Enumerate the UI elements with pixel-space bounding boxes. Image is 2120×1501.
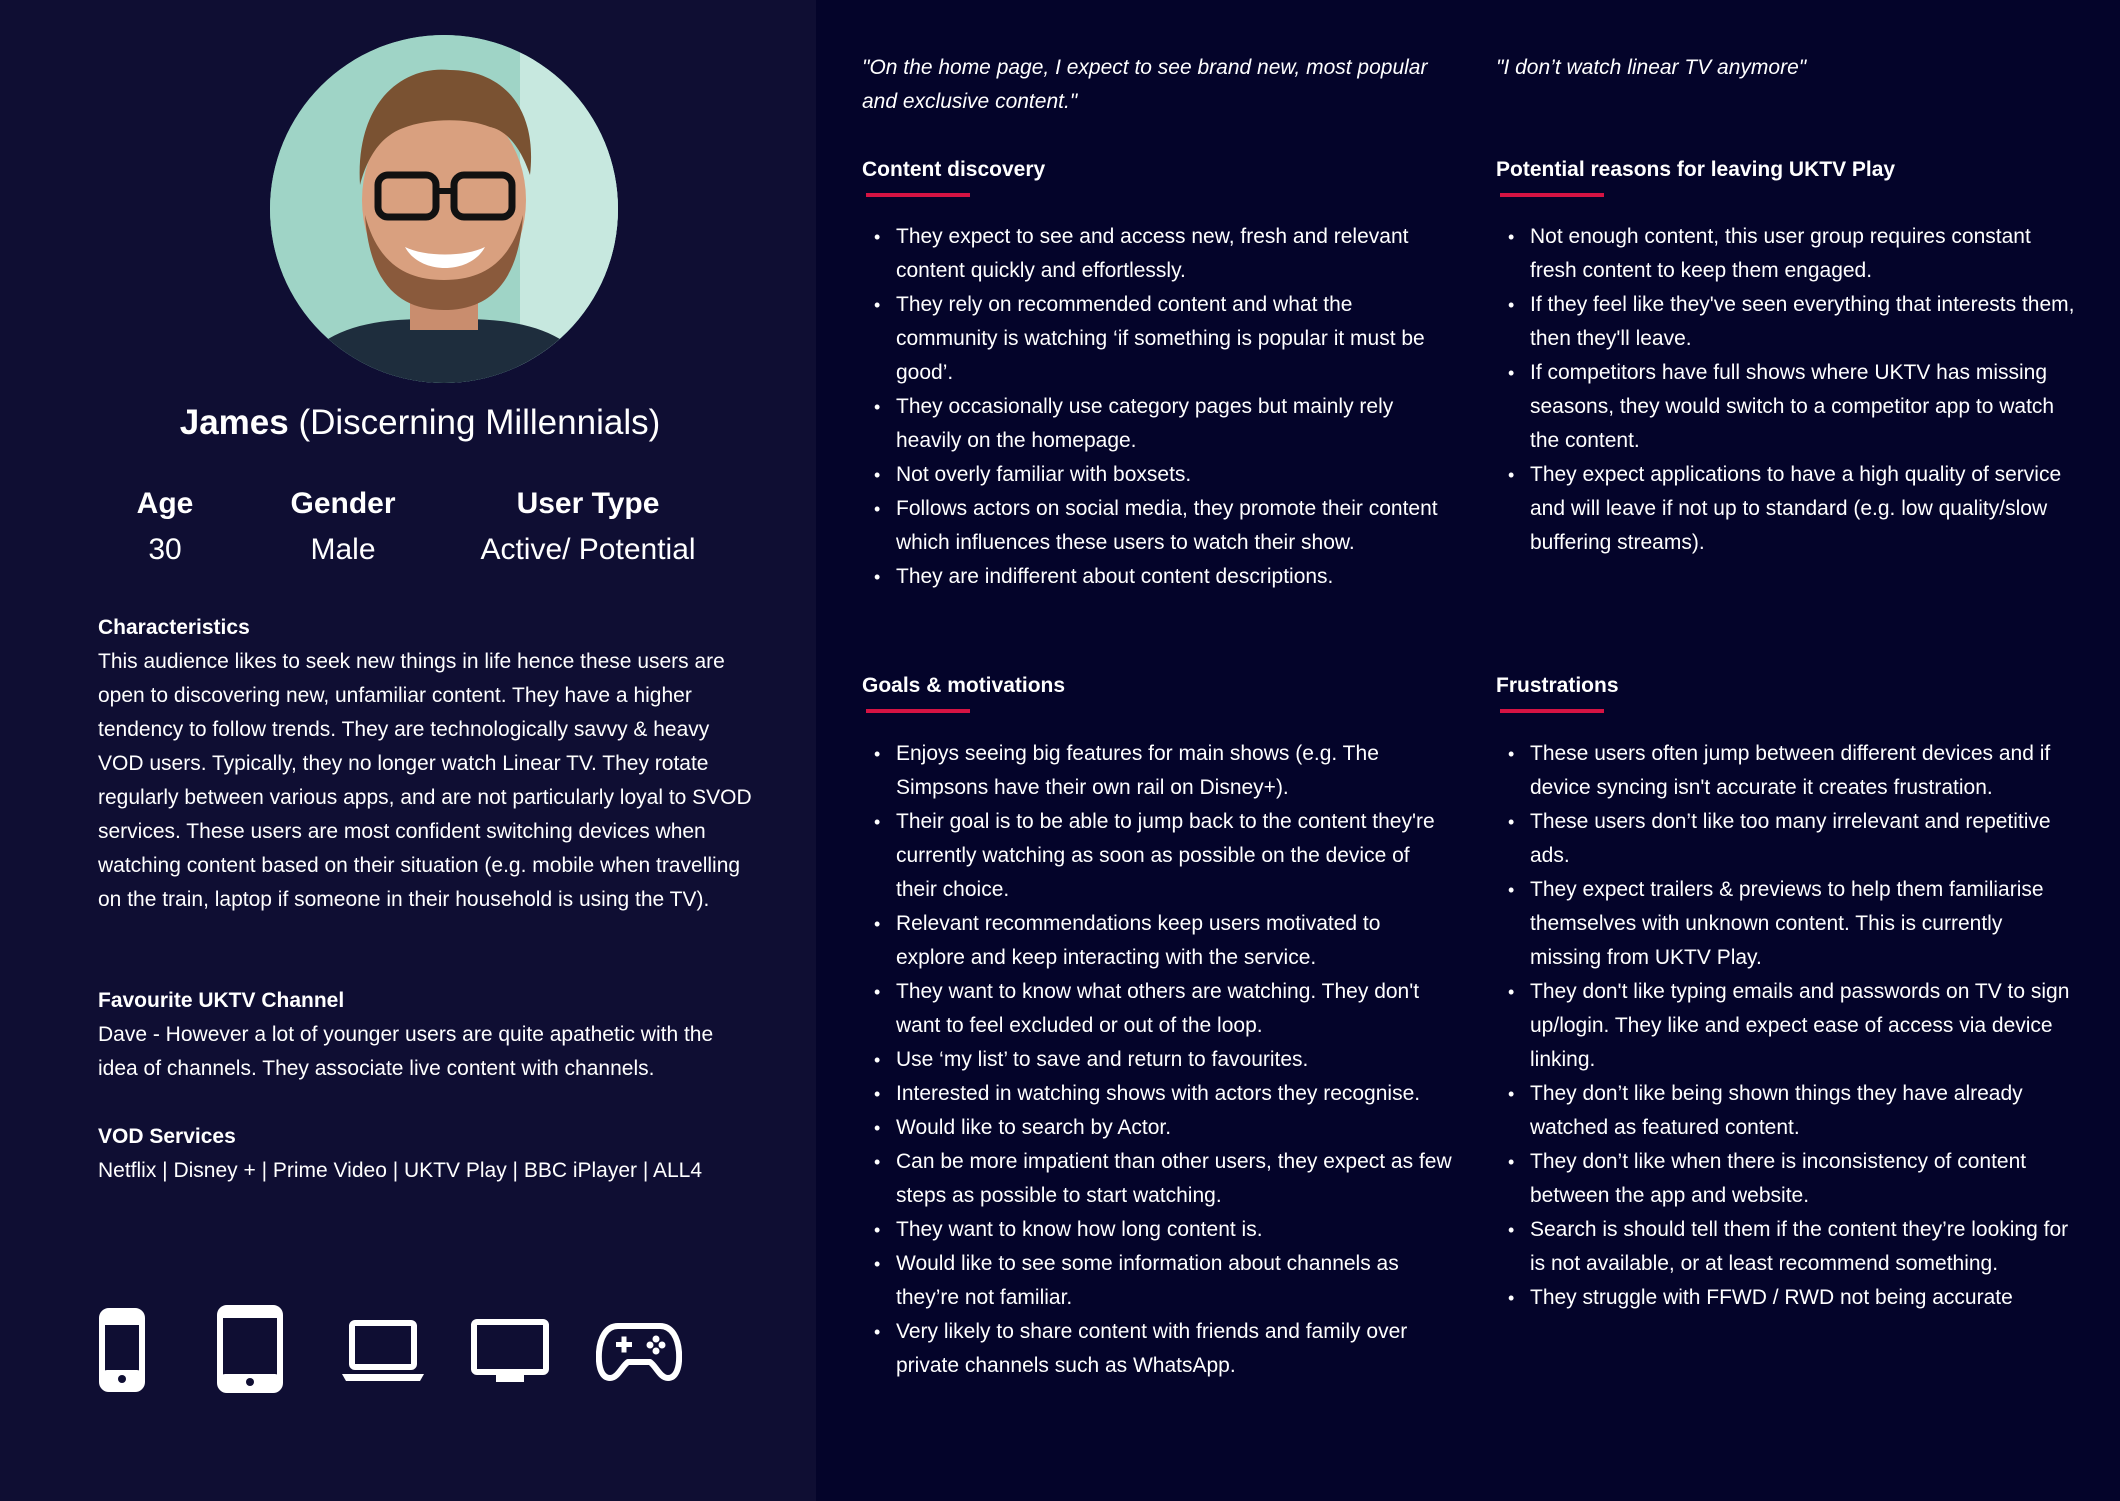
list-item: • They expect applications to have a high quality of service and will leave if not up to standard (e.g. low quality/slow buffering streams).	[1496, 458, 2076, 560]
list-item: • Would like to search by Actor.	[862, 1111, 1452, 1145]
list-item: • Enjoys seeing big features for main shows (e.g. The Simpsons have their own rail on Disney+).	[862, 737, 1452, 805]
list-item: • They don't like typing emails and passwords on TV to sign up/login. They like and expect ease of access via device linking.	[1496, 975, 2076, 1077]
laptop-icon	[340, 1318, 426, 1384]
list-item: • They occasionally use category pages but mainly rely heavily on the homepage.	[862, 390, 1452, 458]
vod-services-text: Netflix | Disney + | Prime Video | UKTV Play | BBC iPlayer | ALL4	[98, 1159, 703, 1182]
list-item: • They want to know how long content is.	[862, 1213, 1452, 1247]
list-item: • Would like to see some information about channels as they’re not familiar.	[862, 1247, 1452, 1315]
gamepad-icon	[596, 1318, 682, 1384]
list-item: • They expect to see and access new, fresh and relevant content quickly and effortlessly.	[862, 220, 1452, 288]
list-item: • If they feel like they've seen everything that interests them, then they'll leave.	[1496, 288, 2076, 356]
vod-services-heading: VOD Services	[98, 1125, 236, 1148]
list-item: • They want to know what others are watching. They don't want to feel excluded or out of the loop.	[862, 975, 1452, 1043]
favourite-channel-section	[98, 984, 758, 1086]
list-item: • Follows actors on social media, they promote their content which influences these users to watch their show.	[862, 492, 1452, 560]
stat-label: Age	[136, 487, 194, 520]
tv-icon	[470, 1318, 550, 1386]
stat-label: User Type	[516, 487, 660, 520]
heading-underline	[1500, 193, 1604, 197]
favourite-channel-heading: Favourite UKTV Channel	[98, 989, 345, 1012]
vod-services-section	[98, 1120, 758, 1188]
leaving-reasons-heading: Potential reasons for leaving UKTV Play	[1496, 158, 1896, 181]
stat-value: Active/ Potential	[480, 533, 696, 566]
heading-underline	[1500, 709, 1604, 713]
goals-list	[862, 737, 1452, 1383]
heading-underline	[866, 709, 970, 713]
list-item: • They don’t like being shown things they have already watched as featured content.	[1496, 1077, 2076, 1145]
list-item: • They struggle with FFWD / RWD not being accurate	[1496, 1281, 2076, 1315]
list-item: • They expect trailers & previews to help them familiarise themselves with unknown content. This is currently missing from UKTV Play.	[1496, 873, 2076, 975]
frustrations-list	[1496, 737, 2076, 1315]
persona-segment: (Discerning Millennials)	[298, 403, 661, 442]
person-photo	[270, 35, 618, 383]
goals-heading: Goals & motivations	[862, 674, 1066, 697]
list-item: • Not enough content, this user group requires constant fresh content to keep them engaged.	[1496, 220, 2076, 288]
stat-age	[110, 482, 220, 574]
list-item: • They don’t like when there is inconsistency of content between the app and website.	[1496, 1145, 2076, 1213]
stat-gender	[268, 482, 418, 574]
content-discovery-heading: Content discovery	[862, 158, 1046, 181]
list-item: • Search is should tell them if the content they’re looking for is not available, or at least recommend something.	[1496, 1213, 2076, 1281]
persona-title	[0, 398, 840, 448]
list-item: • If competitors have full shows where UKTV has missing seasons, they would switch to a competitor app to watch the content.	[1496, 356, 2076, 458]
stat-value: Male	[310, 533, 376, 566]
content-discovery-list	[862, 220, 1452, 594]
list-item: • Relevant recommendations keep users motivated to explore and keep interacting with the service.	[862, 907, 1452, 975]
persona-name: James	[179, 403, 289, 442]
list-item: • Use ‘my list’ to save and return to favourites.	[862, 1043, 1452, 1077]
stat-user-type	[458, 482, 718, 574]
avatar	[270, 35, 618, 383]
tablet-icon	[216, 1304, 284, 1394]
list-item: • Interested in watching shows with actors they recognise.	[862, 1077, 1452, 1111]
stat-label: Gender	[290, 487, 396, 520]
list-item: • They rely on recommended content and what the community is watching ‘if something is popular it must be good’.	[862, 288, 1452, 390]
quote-homepage: "On the home page, I expect to see brand new, most popular and exclusive content."	[862, 56, 1428, 113]
list-item: • They are indifferent about content descriptions.	[862, 560, 1452, 594]
characteristics-heading: Characteristics	[98, 616, 250, 639]
favourite-channel-text: Dave - However a lot of younger users are quite apathetic with the idea of channels. They associate live content with channels.	[98, 1023, 714, 1080]
list-item: • Can be more impatient than other users, they expect as few steps as possible to start watching.	[862, 1145, 1452, 1213]
list-item: • Their goal is to be able to jump back to the content they're currently watching as soon as possible on the device of their choice.	[862, 805, 1452, 907]
leaving-reasons-list	[1496, 220, 2076, 560]
list-item: • These users don’t like too many irrelevant and repetitive ads.	[1496, 805, 2076, 873]
quote-linear-tv: "I don’t watch linear TV anymore"	[1496, 56, 1807, 79]
heading-underline	[866, 193, 970, 197]
characteristics-section	[98, 611, 758, 917]
list-item: • These users often jump between different devices and if device syncing isn't accurate it creates frustration.	[1496, 737, 2076, 805]
characteristics-text: This audience likes to seek new things in life hence these users are open to discovering new, unfamiliar content. They have a higher tendency to follow trends. They are technologically savvy & heavy VOD users. Typically, they no longer watch Linear TV. They rotate regularly between various apps, and are not particularly loyal to SVOD services. These users are most confident switching devices when watching content based on their situation (e.g. mobile when travelling on the train, laptop if someone in their household is using the TV).	[98, 650, 752, 911]
list-item: • Not overly familiar with boxsets.	[862, 458, 1452, 492]
stat-value: 30	[148, 533, 182, 566]
mobile-icon	[98, 1308, 146, 1392]
frustrations-heading: Frustrations	[1496, 674, 1619, 697]
list-item: • Very likely to share content with friends and family over private channels such as WhatsApp.	[862, 1315, 1452, 1383]
